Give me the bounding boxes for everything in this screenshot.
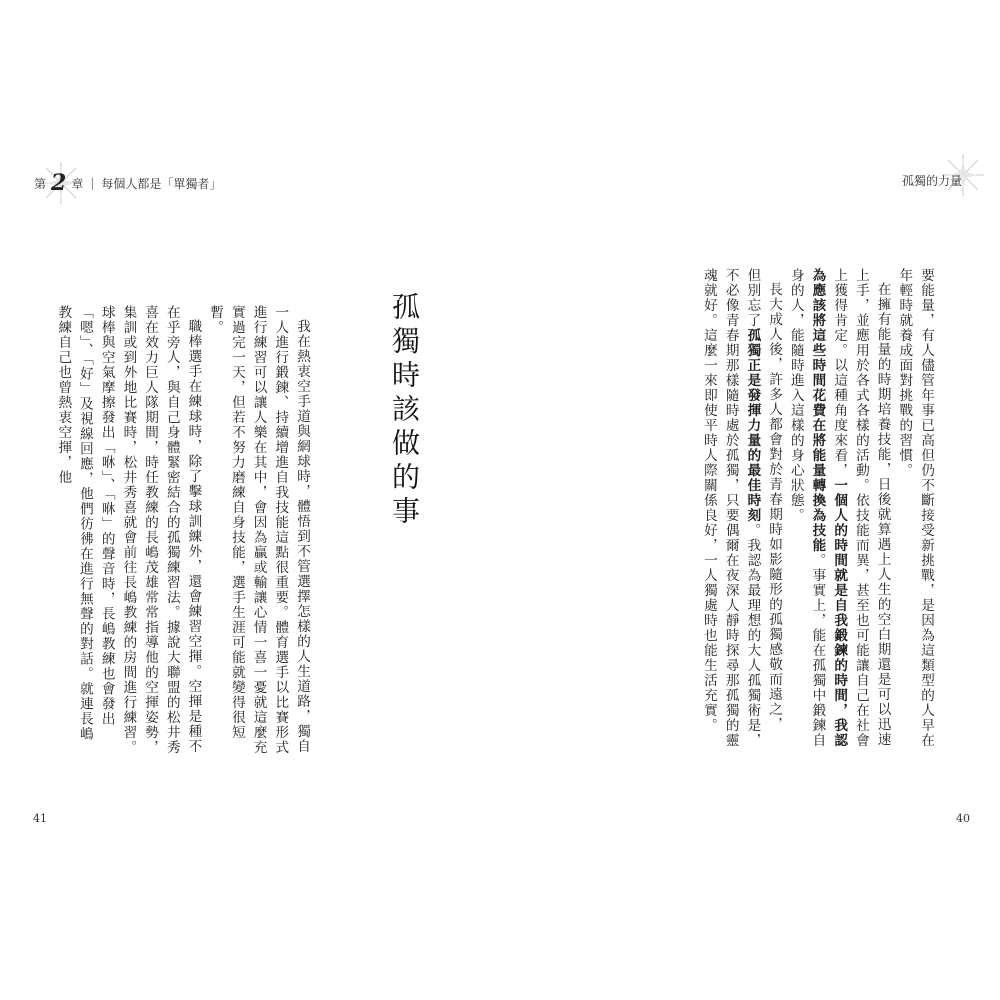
text-run: 在擁有能量的時期培養技能，日後就算遇上人生的空白期還是可以迅速上手，並應用於各式各樣的活動。依技能而異，甚至也可能讓自己在社會上獲得肯定。以這種角度來看， — [831, 268, 891, 748]
header-separator: | — [90, 176, 95, 190]
paragraph — [697, 268, 762, 753]
chapter-suffix: 章 — [71, 176, 84, 191]
paragraph: 職棒選手在練球時，除了擊球訓練外，還會練習空揮。空揮是種不在乎旁人，與自己身體緊密結合的孤獨練習法。據說大聯盟的松井秀喜在效力巨人隊期間，時任教練的長嶋茂雄常常指導他的空揮姿勢，集訓或到外地比賽時，松井秀喜就會前往長嶋教練的房間進行練習。球棒與空氣摩擦發出「咻」、「咻」的聲音時，長嶋教練也會發出「嗯」、「好」及視線回應，他們彷彿在進行無聲的對話。就連長嶋教練自己也曾熱衷空揮，他 — [55, 305, 202, 755]
emphasis-text: 孤獨正是發揮力量的最佳時刻 — [744, 328, 761, 523]
book-running-header: 孤獨的力量 — [901, 174, 962, 188]
emphasis-text: 一個人的時間就是自我鍛鍊的時間，我認為應該將這些時間花費在將能量轉換為技能 — [809, 268, 848, 748]
paragraph: 我在熱衷空手道與網球時，體悟到不管選擇怎樣的人生道路，獨自一人進行鍛鍊、持續增進自我技能這點很重要。體育選手以比賽形式進行練習可以讓人樂在其中，會因為贏或輸讓心情一喜一憂就這麼充實過完一天，但若不努力磨練自身技能，選手生涯可能就變得很短暫。 — [207, 305, 310, 755]
chapter-running-header — [34, 170, 221, 196]
chapter-title: 每個人都是「單獨者」 — [101, 176, 222, 191]
paragraph: 要能量，有人儘管年事已高但仍不斷接受新挑戰，是因為這類型的人早在年輕時就養成面對挑戰的習慣。 — [896, 268, 934, 748]
text-run: 。我認為最理想的大人孤獨術是，不必像青春期那樣隨時處於孤獨，只要偶爾在夜深人靜時探尋那孤獨的靈魂就好。這麼一來即使平時人際關係良好，一人獨處時也能生活充實。 — [700, 268, 761, 748]
right-page-body — [697, 268, 936, 753]
chapter-prefix: 第 — [34, 176, 47, 191]
left-page-body — [52, 305, 312, 755]
page-number-left: 41 — [33, 812, 47, 825]
paragraph: 長大成人後，許多人都會對於青春期時如影隨形的孤獨感敬而遠之， — [766, 281, 783, 732]
section-title: 孤獨時該做的事 — [388, 292, 421, 530]
text-run: 。事實上，能在孤獨中鍛鍊自身的人，能隨時進入這樣的身心狀態。 — [787, 268, 826, 748]
paragraph — [784, 268, 893, 753]
chapter-number: 2 — [51, 170, 67, 196]
text-run: 但別忘了 — [744, 268, 761, 328]
page-number-right: 40 — [956, 812, 970, 825]
